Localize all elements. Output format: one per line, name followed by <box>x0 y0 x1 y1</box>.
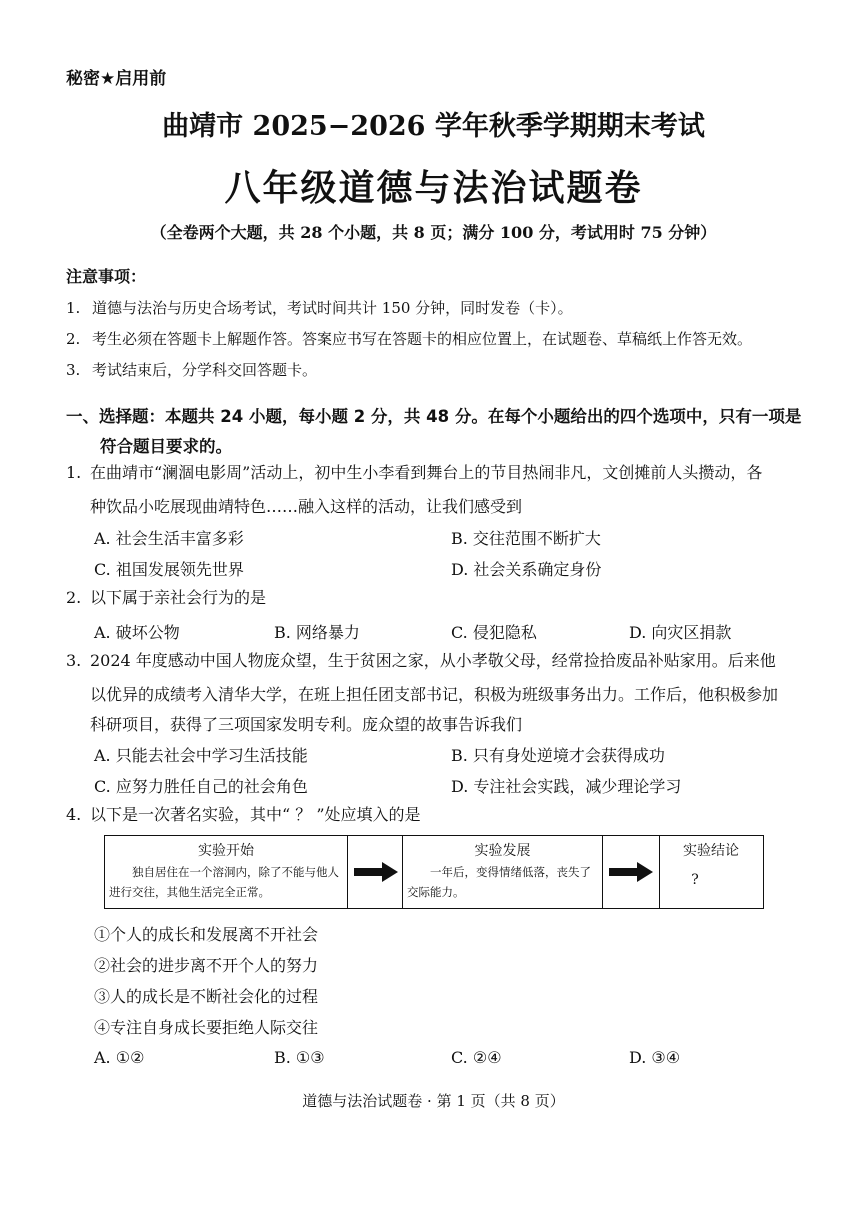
option-d: D. 向灾区捐款 <box>629 623 732 642</box>
notice-item <box>66 297 573 318</box>
question-stem: 以下是一次著名实验，其中“ ？ ”处应填入的是 <box>90 805 421 824</box>
option-a: A. 破坏公物 <box>94 623 180 642</box>
section-title: 一、选择题：本题共 24 小题，每小题 2 分，共 48 分。在每个小题给出的四个选项中，只有一项是符合题目要求的。 <box>66 407 802 456</box>
notice-item <box>66 328 752 349</box>
notice-heading: 注意事项： <box>66 267 147 286</box>
notice-number: 1. <box>66 299 81 317</box>
arrow-cell <box>603 836 660 908</box>
option-c: C. ②④ <box>451 1048 502 1067</box>
notice-number: 2. <box>66 330 81 348</box>
option-c: C. 应努力胜任自己的社会角色 <box>94 777 308 796</box>
question-stem-cont: 以优异的成绩考入清华大学，在班上担任团支部书记，积极为班级事务出力。工作后，他积极参加 <box>90 685 779 704</box>
option-c: C. 祖国发展领先世界 <box>94 560 244 579</box>
option-a: A. 只能去社会中学习生活技能 <box>94 746 308 765</box>
experiment-start-cell <box>105 836 348 908</box>
option-b: B. 只有身处逆境才会获得成功 <box>451 746 665 765</box>
question-number: 4. <box>66 805 82 824</box>
option-b: B. 网络暴力 <box>274 623 360 642</box>
option-b: B. ①③ <box>274 1048 325 1067</box>
question-stem-cont: 种饮品小吃展现曲靖特色……融入这样的活动，让我们感受到 <box>90 497 523 516</box>
experiment-development-cell <box>403 836 603 908</box>
option-d: D. 社会关系确定身份 <box>451 560 602 579</box>
experiment-development-header: 实验发展 <box>474 843 531 859</box>
question-stem: 以下属于亲社会行为的是 <box>90 588 267 607</box>
question-stem: 在曲靖市“澜涸电影周”活动上，初中生小李看到舞台上的节目热闹非凡，文创摊前人头攒动，各 <box>90 463 763 482</box>
question-3 <box>66 646 776 676</box>
right-arrow-icon <box>354 862 398 882</box>
statement-4: ④专注自身成长要拒绝人际交往 <box>94 1018 319 1037</box>
option-c: C. 侵犯隐私 <box>451 623 537 642</box>
option-d: D. ③④ <box>629 1048 681 1067</box>
notice-text: 考生必须在答题卡上解题作答。答案应书写在答题卡的相应位置上，在试题卷、草稿纸上作答无效。 <box>92 330 753 348</box>
confidential-mark: 秘密★启用前 <box>66 69 167 89</box>
question-number: 2. <box>66 588 82 607</box>
arrow-cell <box>348 836 403 908</box>
statement-3: ③人的成长是不断社会化的过程 <box>94 987 319 1006</box>
option-a: A. ①② <box>94 1048 145 1067</box>
experiment-conclusion-body: ? <box>691 872 699 888</box>
statement-2: ②社会的进步离不开个人的努力 <box>94 956 319 975</box>
exam-title: 曲靖市 2025−2026 学年秋季学期期末考试 <box>162 111 705 142</box>
page-footer: 道德与法治试题卷 · 第 1 页（共 8 页） <box>302 1092 565 1110</box>
experiment-start-header: 实验开始 <box>198 843 254 859</box>
experiment-conclusion-header: 实验结论 <box>683 843 739 859</box>
experiment-table <box>104 835 764 909</box>
option-a: A. 社会生活丰富多彩 <box>94 529 244 548</box>
question-number: 1. <box>66 463 82 482</box>
question-4 <box>66 800 421 830</box>
question-stem: 2024 年度感动中国人物庞众望，生于贫困之家，从小孝敬父母，经常捡拾废品补贴家用。后来他 <box>90 651 776 670</box>
statement-1: ①个人的成长和发展离不开社会 <box>94 925 319 944</box>
experiment-start-body: 独自居住在一个溶洞内，除了不能与他人进行交往，其他生活完全正常。 <box>109 865 339 899</box>
notice-number: 3. <box>66 361 81 379</box>
notice-text: 考试结束后，分学科交回答题卡。 <box>92 361 318 379</box>
right-arrow-icon <box>609 862 653 882</box>
notice-item <box>66 359 317 380</box>
paper-title: 八年级道德与法治试题卷 <box>224 168 643 209</box>
exam-info: （全卷两个大题，共 28 个小题，共 8 页；满分 100 分，考试用时 75 分钟） <box>150 223 717 242</box>
question-2 <box>66 583 266 613</box>
question-stem-cont: 科研项目，获得了三项国家发明专利。庞众望的故事告诉我们 <box>90 715 523 734</box>
experiment-development-body: 一年后，变得情绪低落，丧失了交际能力。 <box>407 865 591 899</box>
notice-text: 道德与法治与历史合场考试，考试时间共计 150 分钟，同时发卷（卡）。 <box>92 299 573 317</box>
option-b: B. 交往范围不断扩大 <box>451 529 601 548</box>
question-number: 3. <box>66 651 82 670</box>
experiment-conclusion-cell <box>660 836 762 908</box>
option-d: D. 专注社会实践，减少理论学习 <box>451 777 682 796</box>
question-1 <box>66 458 762 488</box>
